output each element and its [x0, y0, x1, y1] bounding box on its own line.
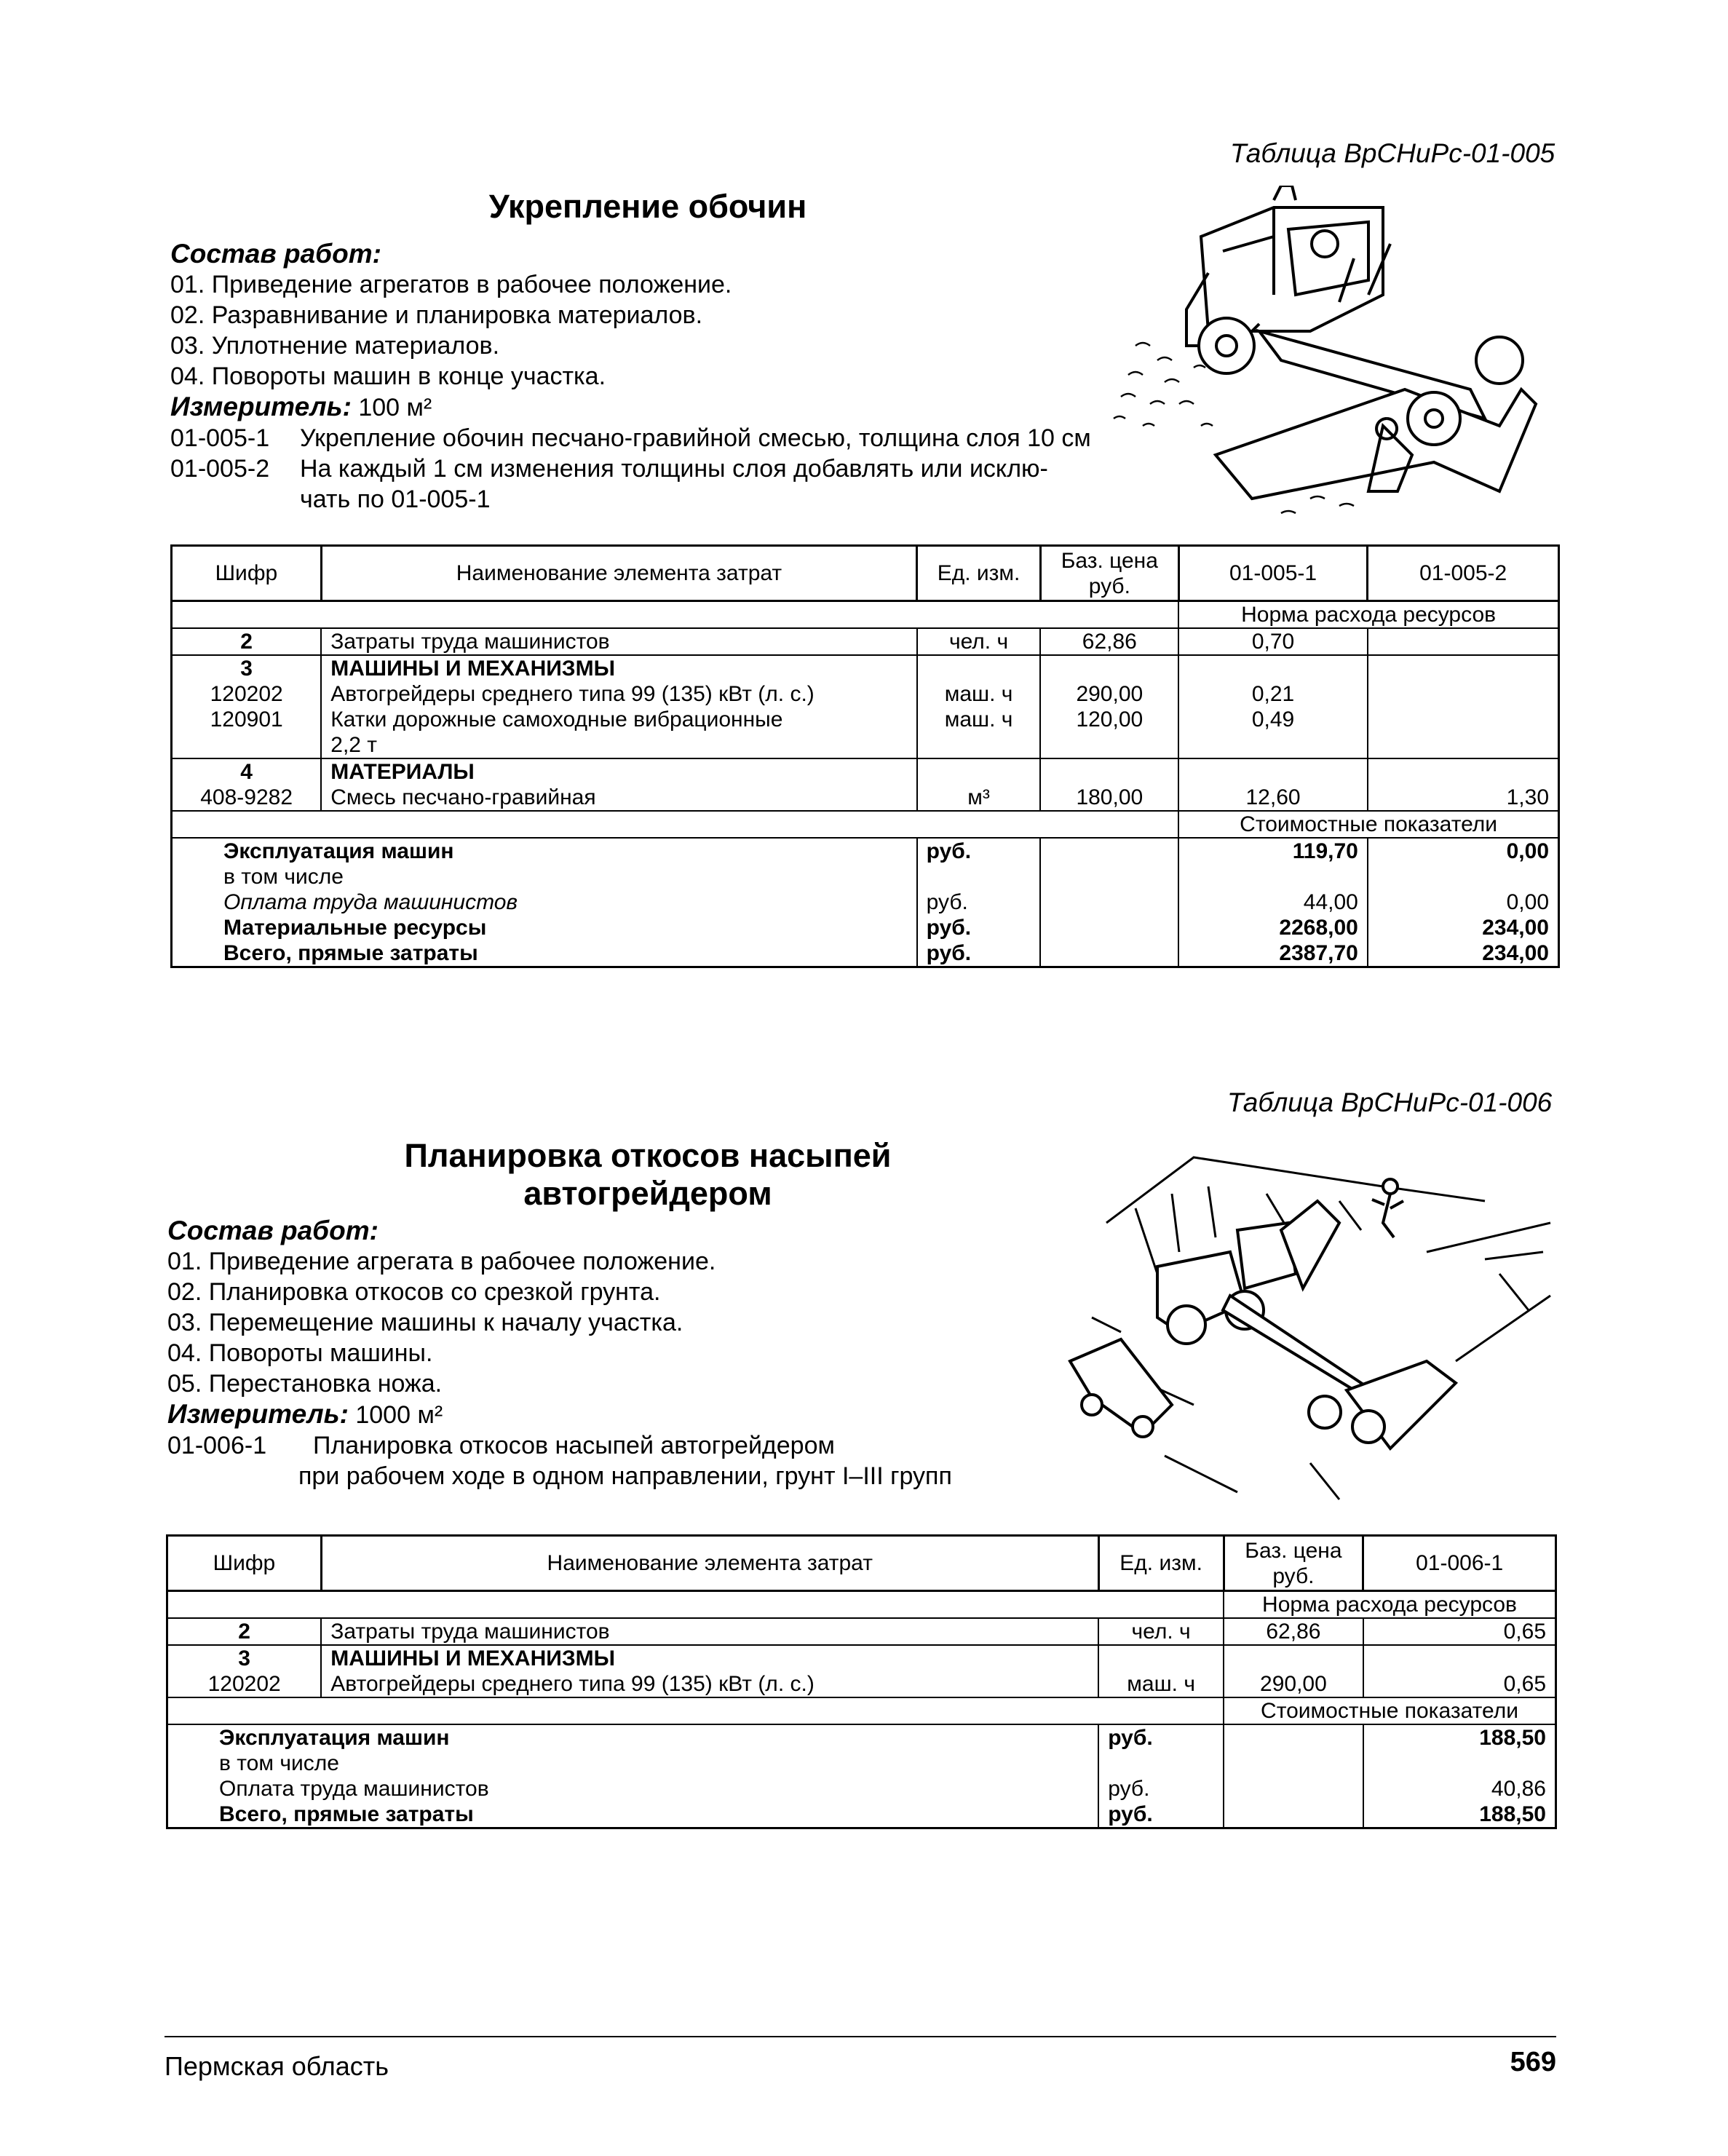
composition-block	[167, 1216, 952, 1491]
step: 03. Уплотнение материалов.	[170, 332, 500, 360]
cost-v2: 234,00	[1368, 940, 1559, 967]
row-name: Затраты труда машинистов	[321, 628, 916, 655]
step: 01. Приведение агрегатов в рабочее положение.	[170, 271, 732, 298]
cost-v1: 2268,00	[1178, 915, 1368, 940]
header-price: Баз. цена руб.	[1224, 1536, 1363, 1591]
cost-label: Стоимостные показатели	[1224, 1697, 1555, 1724]
row-price: 120,00	[1040, 707, 1178, 758]
item-code: 01-006-1	[167, 1432, 267, 1459]
row-v2: 1,30	[1368, 785, 1559, 811]
step: 03. Перемещение машины к началу участка.	[167, 1309, 683, 1336]
item-code: 01-005-1	[170, 424, 270, 452]
cost-table-01-006	[166, 1534, 1557, 1829]
cost-unit: руб.	[917, 915, 1041, 940]
grader-illustration	[1092, 186, 1558, 520]
row-name: МАШИНЫ И МЕХАНИЗМЫ	[321, 1645, 1098, 1671]
norm-label: Норма расхода ресурсов	[1224, 1591, 1555, 1619]
footer-region: Пермская область	[165, 2051, 389, 2081]
cost-v1: 40,86	[1363, 1776, 1556, 1802]
row-v1: 0,70	[1178, 628, 1368, 655]
header-name: Наименование элемента затрат	[321, 1536, 1098, 1591]
row-v1: 0,65	[1363, 1618, 1556, 1645]
footer-divider	[165, 2036, 1556, 2037]
item-text: На каждый 1 см изменения толщины слоя добавлять или исклю-	[300, 455, 1048, 483]
cost-unit: руб.	[917, 838, 1041, 864]
header-code: Шифр	[172, 546, 322, 601]
row-v1: 0,21	[1178, 681, 1368, 707]
cost-name: Всего, прямые затраты	[223, 941, 478, 965]
row-name: Смесь песчано-гравийная	[321, 785, 916, 811]
row-v1: 0,49	[1178, 707, 1368, 758]
row-name: Автогрейдеры среднего типа 99 (135) кВт (л. с.)	[321, 1671, 1098, 1697]
step: 02. Планировка откосов со срезкой грунта.	[167, 1278, 661, 1306]
composition-label: Состав работ:	[170, 239, 381, 269]
cost-v2: 234,00	[1368, 915, 1559, 940]
row-name: МАТЕРИАЛЫ	[321, 758, 916, 785]
section-title: Укрепление обочин	[488, 188, 807, 225]
row-price: 62,86	[1040, 628, 1178, 655]
row-name-cont: 2,2 т	[330, 733, 378, 757]
header-unit: Ед. изм.	[1098, 1536, 1224, 1591]
step: 01. Приведение агрегата в рабочее положение.	[167, 1248, 716, 1275]
row-price: 290,00	[1040, 681, 1178, 707]
row-unit: маш. ч	[917, 681, 1041, 707]
row-price: 180,00	[1040, 785, 1178, 811]
header-unit: Ед. изм.	[917, 546, 1041, 601]
cost-unit: руб.	[917, 889, 1041, 915]
cost-v2: 0,00	[1368, 838, 1559, 864]
grader-slope-illustration	[1048, 1143, 1558, 1507]
step: 02. Разравнивание и планировка материалов.	[170, 301, 703, 329]
cost-name: в том числе	[223, 865, 344, 889]
header-col2: 01-005-2	[1368, 546, 1559, 601]
cost-unit: руб.	[1098, 1802, 1224, 1828]
row-code: 120202	[210, 682, 283, 706]
header-col1: 01-005-1	[1178, 546, 1368, 601]
row-code: 2	[238, 1620, 250, 1644]
row-v2	[1368, 628, 1559, 655]
row-unit: м³	[917, 785, 1041, 811]
cost-unit: руб.	[1098, 1776, 1224, 1802]
row-v1: 12,60	[1178, 785, 1368, 811]
composition-block	[170, 239, 1091, 515]
step: 04. Повороты машины.	[167, 1339, 433, 1367]
row-code: 120202	[167, 1671, 322, 1697]
step: 04. Повороты машин в конце участка.	[170, 362, 606, 390]
cost-name: Оплата труда машинистов	[219, 1777, 489, 1801]
measure-value: 100 м²	[358, 394, 432, 421]
title-line: Планировка откосов насыпей	[404, 1137, 892, 1174]
row-code: 3	[172, 655, 322, 681]
cost-v1: 2387,70	[1178, 940, 1368, 967]
cost-unit: руб.	[917, 940, 1041, 967]
cost-v1: 188,50	[1363, 1724, 1556, 1751]
row-code: 120901	[210, 708, 283, 732]
row-v1: 0,65	[1363, 1671, 1556, 1697]
composition-label: Состав работ:	[167, 1216, 379, 1245]
row-unit: маш. ч	[1098, 1671, 1224, 1697]
row-name: МАШИНЫ И МЕХАНИЗМЫ	[321, 655, 916, 681]
cost-v2: 0,00	[1368, 889, 1559, 915]
cost-name: Эксплуатация машин	[219, 1726, 450, 1750]
cost-v1: 44,00	[1178, 889, 1368, 915]
item-code: 01-005-2	[170, 455, 270, 483]
row-code: 408-9282	[172, 785, 322, 811]
step: 05. Перестановка ножа.	[167, 1370, 443, 1398]
measure-label: Измеритель:	[170, 392, 352, 421]
row-unit: чел. ч	[1098, 1618, 1224, 1645]
row-unit: маш. ч	[917, 707, 1041, 758]
cost-v1: 119,70	[1178, 838, 1368, 864]
row-code: 4	[172, 758, 322, 785]
row-v2	[1368, 707, 1559, 758]
item-text-cont: чать по 01-005-1	[300, 486, 491, 513]
measure-label: Измеритель:	[167, 1399, 349, 1429]
row-code: 3	[167, 1645, 322, 1671]
item-text: Укрепление обочин песчано-гравийной смесью, толщина слоя 10 см	[300, 424, 1091, 452]
table-caption: Таблица ВрСНиРс-01-005	[1230, 138, 1555, 168]
cost-name: Эксплуатация машин	[223, 839, 454, 863]
cost-name: Материальные ресурсы	[223, 916, 487, 940]
cost-name: Оплата труда машинистов	[223, 890, 518, 914]
cost-v1: 188,50	[1363, 1802, 1556, 1828]
header-price: Баз. цена руб.	[1040, 546, 1178, 601]
row-v2	[1368, 681, 1559, 707]
header-name: Наименование элемента затрат	[321, 546, 916, 601]
row-name: Затраты труда машинистов	[321, 1618, 1098, 1645]
cost-unit: руб.	[1098, 1724, 1224, 1751]
section-title	[313, 1137, 983, 1213]
header-col1: 01-006-1	[1363, 1536, 1556, 1591]
item-text-cont: при рабочем ходе в одном направлении, грунт I–III групп	[298, 1462, 952, 1490]
cost-name: в том числе	[219, 1751, 339, 1775]
cost-label: Стоимостные показатели	[1178, 811, 1558, 838]
measure-value: 1000 м²	[355, 1401, 443, 1429]
title-line: автогрейдером	[523, 1175, 772, 1212]
table-caption: Таблица ВрСНиРс-01-006	[1227, 1087, 1553, 1117]
norm-label: Норма расхода ресурсов	[1178, 601, 1558, 629]
row-code: 2	[240, 630, 253, 654]
row-unit: чел. ч	[917, 628, 1041, 655]
row-price: 290,00	[1224, 1671, 1363, 1697]
item-text: Планировка откосов насыпей автогрейдером	[313, 1432, 835, 1459]
row-price: 62,86	[1224, 1618, 1363, 1645]
header-code: Шифр	[167, 1536, 322, 1591]
row-name: Катки дорожные самоходные вибрационные	[330, 708, 783, 732]
row-name: Автогрейдеры среднего типа 99 (135) кВт (л. с.)	[321, 681, 916, 707]
cost-name: Всего, прямые затраты	[219, 1802, 474, 1826]
cost-table-01-005	[170, 544, 1560, 968]
page-number: 569	[1510, 2047, 1556, 2077]
